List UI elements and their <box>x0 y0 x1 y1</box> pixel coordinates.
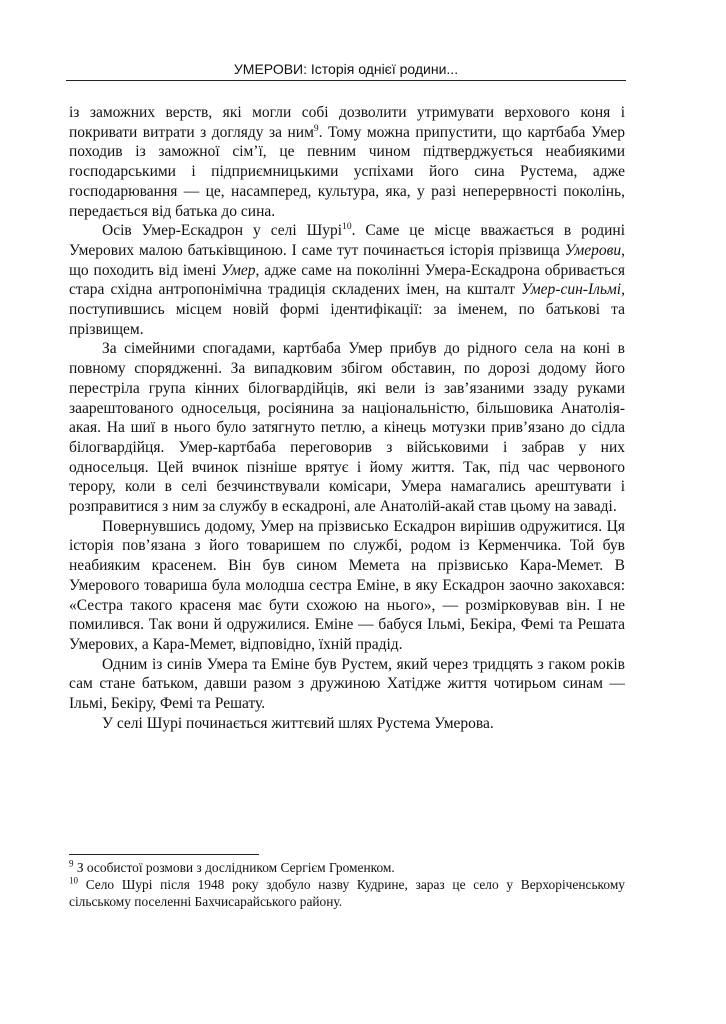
italic-term-umerovy: Умерови <box>564 241 622 259</box>
footnote-separator <box>69 854 259 855</box>
footnote-10 <box>69 876 625 910</box>
paragraph-2-text-a: Осів Умер-Ескадрон у селі Шурі <box>102 222 343 240</box>
footnote-10-number: 10 <box>69 875 78 886</box>
footnote-ref-10[interactable]: 10 <box>342 222 352 233</box>
paragraph-4: Повернувшись додому, Умер на прізвисько Ескадрон вирішив одружитися. Ця історія пов’язана з його товаришем по службі, родом із Керменчика. Той був неабияким красенем. Він був сином Мемета на прізвисько Кара-Мемет. В Умерового товариша була молодша сестра Еміне, в яку Ескадрон заочно закохався: «Сестра такого красеня має бути схожою на нього», — розмірковував він. І не помилився. Так вони й одружилися. Еміне — бабуся Ільмі, Бекіра, Фемі та Решата Умерових, а Кара-Мемет, відповідно, їхній прадід. <box>69 517 625 653</box>
paragraph-6: У селі Шурі починається життєвий шлях Рустема Умерова. <box>102 714 494 732</box>
paragraph-2-text-e: поступившись місцем новій формі ідентифікації: за іменем, по батькові та прізвищем. <box>69 301 625 338</box>
footnote-9-number: 9 <box>69 858 74 869</box>
paragraph-2 <box>69 221 625 339</box>
main-text <box>69 103 625 734</box>
paragraph-1-text-a: із заможних верств, які могли собі дозволити утримувати верхового коня і покривати витрати з догляду за ним <box>69 104 625 141</box>
header-rule <box>66 80 626 81</box>
paragraph-2-text-c: , що походить від імені <box>69 241 625 279</box>
footnote-9 <box>69 859 625 876</box>
paragraph-1-text-b: . Тому можна припустити, що картбаба Умер походив із заможної сім’ї, це певним чином підтверджується неабиякими господарськими і підприємницькими успіхами його сина Рустема, адже господарювання — це, насамперед, культура, яка, у разі неперервності поколінь, передається від батька до сина. <box>69 123 625 220</box>
paragraph-3: За сімейними спогадами, картбаба Умер прибув до рідного села на коні в повному спорядженні. За випадковим збігом обставин, по дорозі додому його перестріла група кінних білогвардійців, які вели із зав’язаними ззаду руками заарештованого односельця, росіянина за національністю, більшовика Анатолія-акая. На шиї в нього було затягнуто петлю, а кінець мотузки прив’язано до сідла білогвардійця. Умер-картбаба переговорив з військовими і забрав у них односельця. Цей вчинок пізніше врятує і йому життя. Так, під час червоного терору, коли в селі безчинствували комісари, Умера намагались арештувати і розправитися з ним за службу в ескадроні, але Анатолій-акай став цьому на заваді. <box>69 340 625 516</box>
running-header: УМЕРОВИ: Історія однієї родини... <box>233 61 459 77</box>
footnote-9-text: З особистої розмови з дослідником Сергієм Громенком. <box>73 860 395 875</box>
italic-term-umer-syn-ilmi: Умер-син-Ільмі, <box>521 281 625 299</box>
footnote-ref-9[interactable]: 9 <box>313 123 319 134</box>
paragraph-2-text-d: , адже саме на поколінні Умера-Ескадрона обривається стара східна антропонімічна традиція складених імен, на кшталт <box>69 261 625 299</box>
footnote-10-text: Село Шурі після 1948 року здобуло назву Кудрине, зараз це село у Верхоріченському сільському поселенні Бахчисарайського району. <box>69 877 625 909</box>
footnotes <box>69 859 625 910</box>
paragraph-2-text-b: . Саме це місце вважається в родині Умерових малою батьківщиною. І саме тут починається історія прізвища <box>69 222 626 259</box>
paragraph-1 <box>69 103 625 221</box>
italic-term-umer: Умер <box>221 261 256 279</box>
paragraph-5: Одним із синів Умера та Еміне був Рустем, який через тридцять з гаком років сам стане батьком, давши разом з дружиною Хатідже життя чотирьом синам — Ільмі, Бекіру, Фемі та Решату. <box>69 655 625 713</box>
